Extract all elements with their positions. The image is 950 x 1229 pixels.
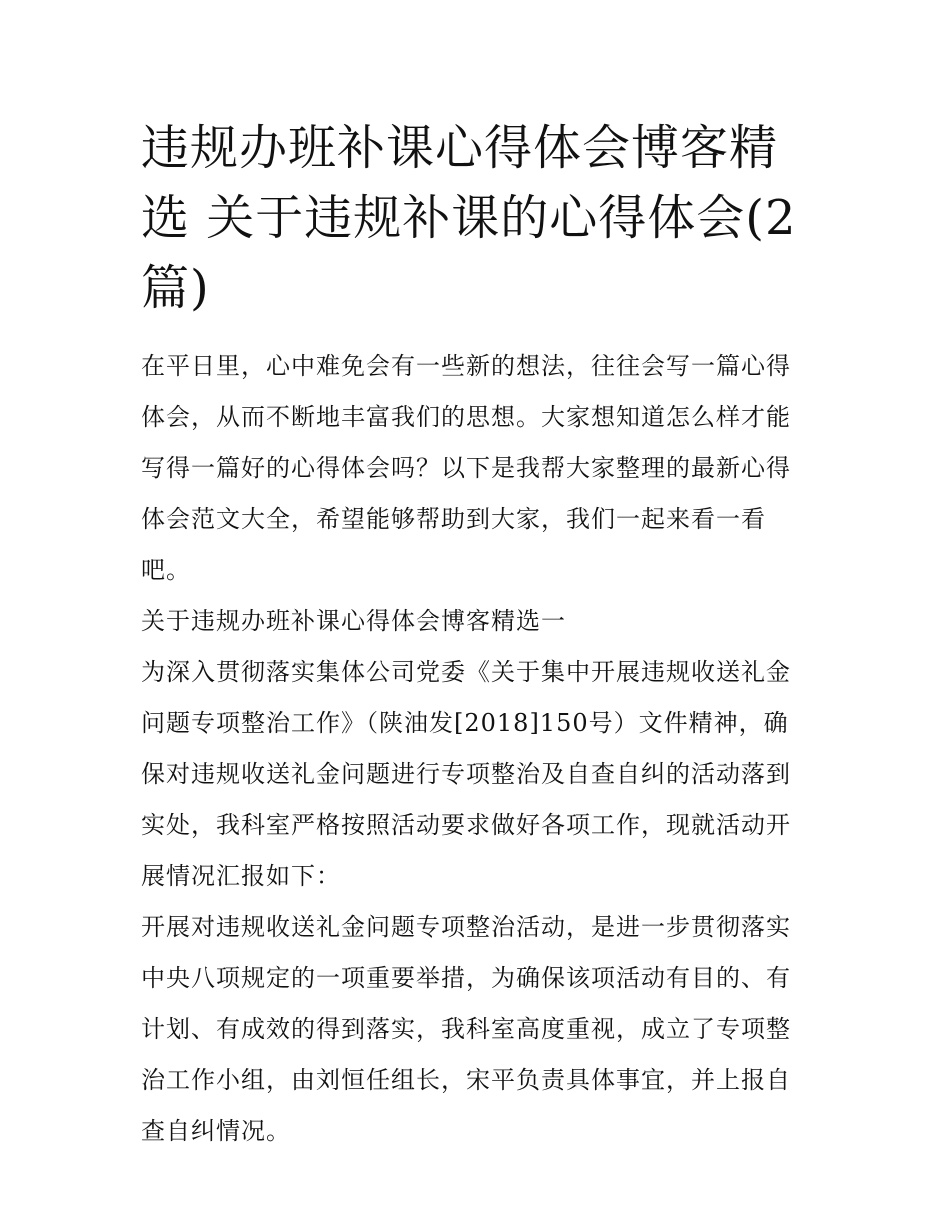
- body-paragraph: 开展对违规收送礼金问题专项整治活动，是进一步贯彻落实中央八项规定的一项重要举措，为确保该项活动有目的、有计划、有成效的得到落实，我科室高度重视，成立了专项整治工作小组，由刘恒任组长，宋平负责具体事宜，并上报自查自纠情况。: [141, 913, 791, 1145]
- document-content: [141, 113, 813, 1157]
- body-paragraph: 为深入贯彻落实集体公司党委《关于集中开展违规收送礼金问题专项整治工作》（陕油发[2018]150号）文件精神，确保对违规收送礼金问题进行专项整治及自查自纠的活动落到实处，我科室严格按照活动要求做好各项工作，现就活动开展情况汇报如下：: [141, 658, 791, 890]
- section-heading: 关于违规办班补课心得体会博客精选一: [141, 607, 566, 635]
- intro-paragraph: 在平日里，心中难免会有一些新的想法，往往会写一篇心得体会，从而不断地丰富我们的思想。大家想知道怎么样才能写得一篇好的心得体会吗？以下是我帮大家整理的最新心得体会范文大全，希望能够帮助到大家，我们一起来看一看吧。: [141, 352, 791, 584]
- document-title: 违规办班补课心得体会博客精选 关于违规补课的心得体会(2篇): [141, 120, 797, 316]
